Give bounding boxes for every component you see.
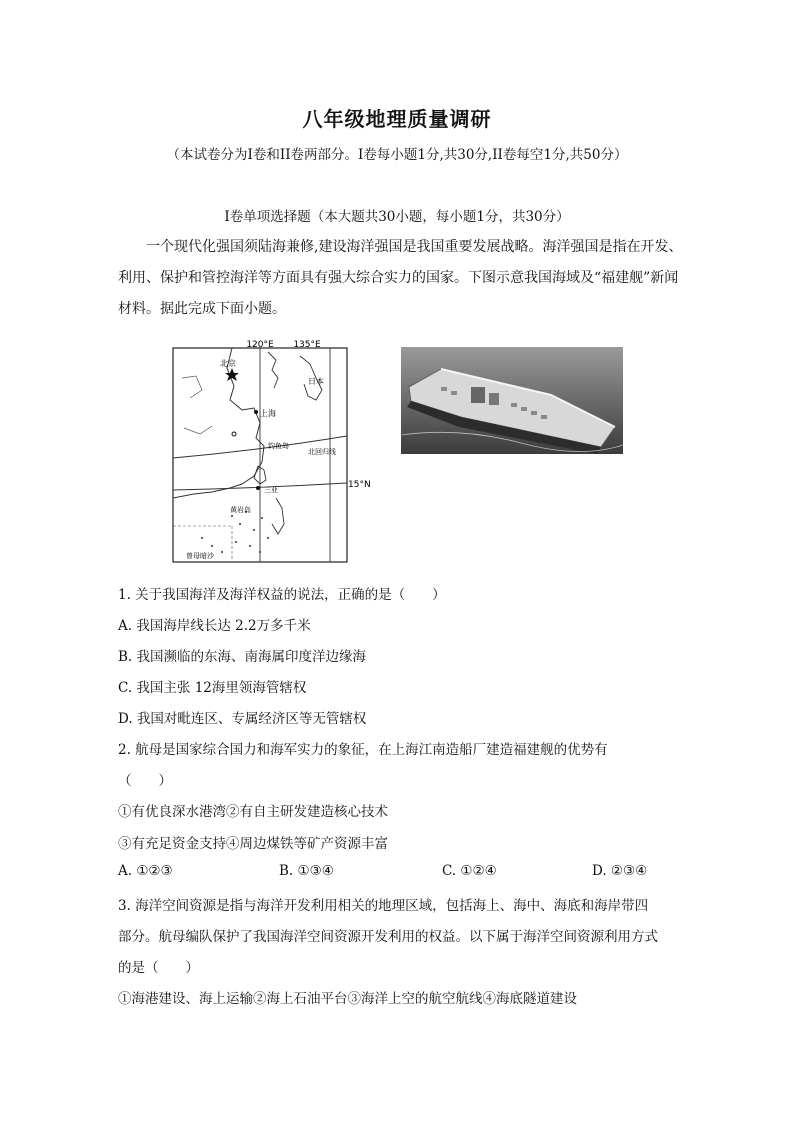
q2-option-d: D. ②③④ xyxy=(592,863,648,879)
q2-option-b: B. ①③④ xyxy=(279,863,334,879)
page-subtitle: （本试卷分为Ⅰ卷和II卷两部分。Ⅰ卷每小题1分,共30分,II卷每空1分,共50分） xyxy=(166,147,628,163)
page-title: 八年级地理质量调研 xyxy=(302,107,492,131)
map-label-shanghai: 上海 xyxy=(260,409,276,418)
q2-stem: 2. 航母是国家综合国力和海军实力的象征，在上海江南造船厂建造福建舰的优势有 xyxy=(118,742,608,758)
section-title: Ⅰ卷单项选择题（本大题共30小题，每小题1分，共30分） xyxy=(224,209,570,225)
q3-item-1: ①海港建设、海上运输②海上石油平台③海洋上空的航空航线④海底隧道建设 xyxy=(118,991,577,1007)
q2-stem-cont: （ ） xyxy=(118,773,172,789)
carrier-photo xyxy=(401,347,623,454)
intro-paragraph: 一个现代化强国须陆海兼修,建设海洋强国是我国重要发展战略。海洋强国是指在开发、利用、保护和管控海洋等方面具有强大综合实力的国家。下图示意我国海域及“福建舰”新闻材料。据此完成下面小题。 xyxy=(118,239,683,317)
q3-stem-line-3: 的是（ ） xyxy=(118,960,199,976)
map-label-sanya: 三亚 xyxy=(264,486,278,494)
q2-item-1: ①有优良深水港湾②有自主研发建造核心技术 xyxy=(118,804,388,820)
q1-option-b: B. 我国濒临的东海、南海属印度洋边缘海 xyxy=(118,649,367,665)
q3-stem-line-2: 部分。航母编队保护了我国海洋空间资源开发利用的权益。以下属于海洋空间资源利用方式 xyxy=(118,929,658,945)
q2-option-c: C. ①②④ xyxy=(442,863,497,879)
map-label-japan: 日本 xyxy=(308,377,324,386)
map-label-huangyan: 黄岩岛 xyxy=(230,506,251,514)
china-sea-map xyxy=(172,338,380,564)
q1-stem: 1. 关于我国海洋及海洋权益的说法，正确的是（ ） xyxy=(118,587,446,603)
q2-item-2: ③有充足资金支持④周边煤铁等矿产资源丰富 xyxy=(118,836,388,852)
lon-label-135: 135°E xyxy=(293,340,321,350)
map-label-tropic: 北回归线 xyxy=(308,448,336,456)
map-label-zengmu: 曾母暗沙 xyxy=(186,552,214,560)
lat-label-15: 15°N xyxy=(348,480,371,490)
map-label-beijing: 北京 xyxy=(220,359,236,368)
map-label-diaoyu: 钓鱼岛 xyxy=(268,442,289,450)
q1-option-a: A. 我国海岸线长达 2.2万多千米 xyxy=(118,618,311,634)
lon-label-120: 120°E xyxy=(246,340,274,350)
q3-stem-line-1: 3. 海洋空间资源是指与海洋开发利用相关的地理区域，包括海上、海中、海底和海岸带四 xyxy=(118,898,649,914)
q1-option-d: D. 我国对毗连区、专属经济区等无管辖权 xyxy=(118,711,367,727)
q1-option-c: C. 我国主张 12海里领海管辖权 xyxy=(118,680,307,696)
q2-option-a: A. ①②③ xyxy=(118,863,173,879)
